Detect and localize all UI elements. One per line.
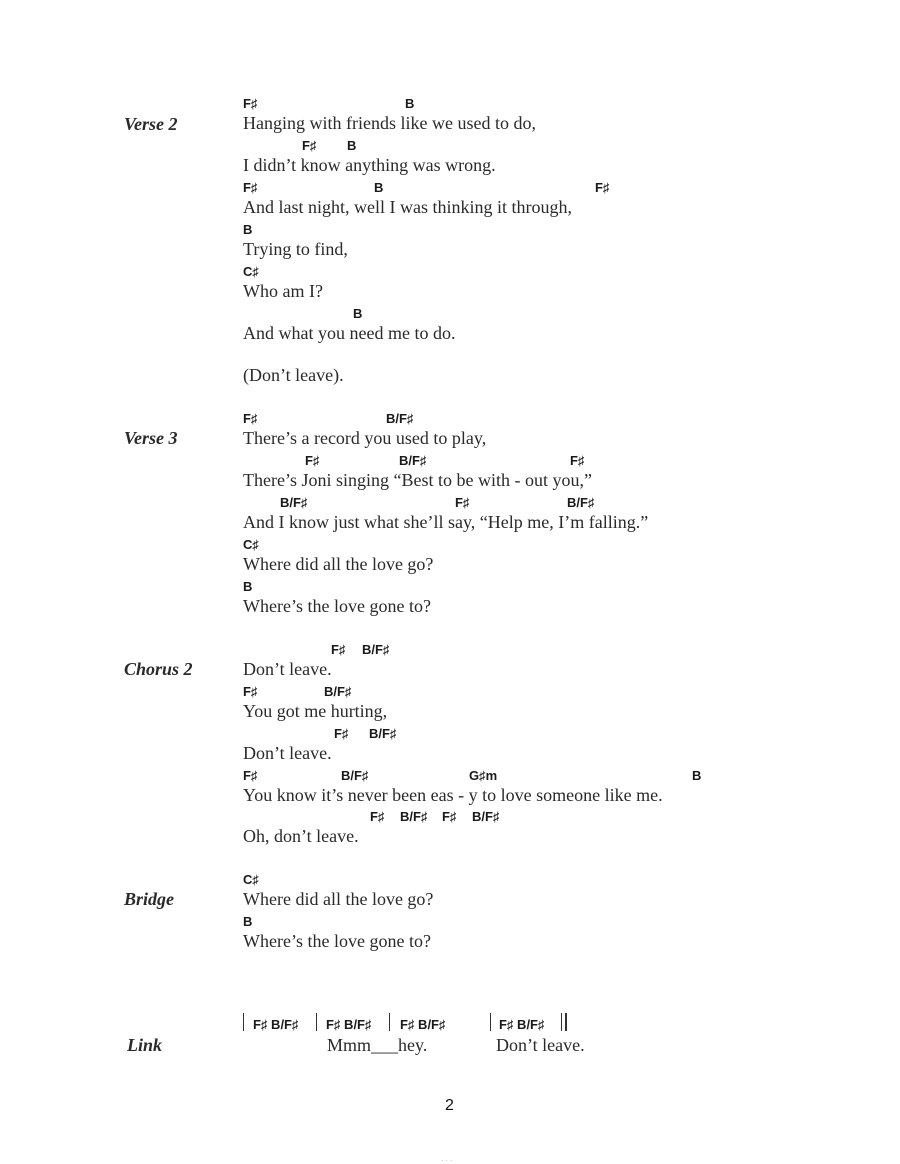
chord: G♯m [469,768,498,783]
section-label-verse-3: Verse 3 [124,428,178,448]
chord: B/F♯ [399,453,427,468]
final-barline-thick [565,1013,567,1031]
section-label-verse-2: Verse 2 [124,114,178,134]
footer-mark: ... [441,1153,455,1163]
final-barline-thin [561,1013,562,1031]
chord: B [692,768,702,783]
section-label-link: Link [127,1035,163,1055]
lyric-line: Who am I? [243,281,323,301]
link-bar-chords: F♯ B/F♯ [326,1017,372,1032]
chord: B/F♯ [472,809,500,824]
chord: F♯ [595,180,610,195]
lyric-line: Don’t leave. [496,1035,585,1055]
chord: F♯ [302,138,317,153]
lyric-line: Where did all the love go? [243,889,434,909]
chord: B [243,222,253,237]
chord: B [374,180,384,195]
chord: B [405,96,415,111]
chord: C♯ [243,537,259,552]
chord: B/F♯ [280,495,308,510]
lyric-line: Trying to find, [243,239,348,259]
bar-line [490,1013,491,1031]
chord: B [347,138,357,153]
section-label-chorus-2: Chorus 2 [124,659,193,679]
link-bar-chords: F♯ B/F♯ [253,1017,299,1032]
chord: B/F♯ [369,726,397,741]
lyric-line: Where did all the love go? [243,554,434,574]
chord: B/F♯ [400,809,428,824]
chord: B [243,579,253,594]
chord: F♯ [442,809,457,824]
bar-line [316,1013,317,1031]
lyric-line: You got me hurting, [243,701,388,721]
lyric-line: (Don’t leave). [243,365,344,385]
lyric-line: You know it’s never been eas - y to love someone like me. [243,785,663,805]
lyric-line: Don’t leave. [243,743,332,763]
chord: F♯ [305,453,320,468]
chord: F♯ [243,411,258,426]
lyric-line: There’s a record you used to play, [243,428,487,448]
chord: B/F♯ [386,411,414,426]
lyric-line: Where’s the love gone to? [243,931,431,951]
chord: B/F♯ [324,684,352,699]
lyric-line: I didn’t know anything was wrong. [243,155,496,175]
chord: F♯ [243,684,258,699]
section-label-bridge: Bridge [124,889,175,909]
lyric-line: Don’t leave. [243,659,332,679]
link-bar-chords: F♯ B/F♯ [499,1017,545,1032]
chord: F♯ [370,809,385,824]
chord: F♯ [570,453,585,468]
chord: F♯ [243,180,258,195]
chord: F♯ [243,768,258,783]
bar-line [389,1013,390,1031]
chord: C♯ [243,872,259,887]
chord: C♯ [243,264,259,279]
lyric-line: And I know just what she’ll say, “Help me, I’m falling.” [243,512,649,532]
chord: B [243,914,253,929]
lyric-line: Hanging with friends like we used to do, [243,113,536,133]
chord: B/F♯ [341,768,369,783]
chord: B/F♯ [567,495,595,510]
lyric-line: And what you need me to do. [243,323,456,343]
chord: B [353,306,363,321]
lyric-line: There’s Joni singing “Best to be with - out you,” [243,470,592,490]
page-number: 2 [445,1097,454,1114]
lyric-line: Mmm___hey. [327,1035,428,1055]
chord: F♯ [455,495,470,510]
lyric-line: Where’s the love gone to? [243,596,431,616]
link-bar-chords: F♯ B/F♯ [400,1017,446,1032]
chord: F♯ [334,726,349,741]
chord: F♯ [243,96,258,111]
bar-line [243,1013,244,1031]
lyric-line: And last night, well I was thinking it through, [243,197,572,217]
chord: B/F♯ [362,642,390,657]
lyric-line: Oh, don’t leave. [243,826,359,846]
chord: F♯ [331,642,346,657]
